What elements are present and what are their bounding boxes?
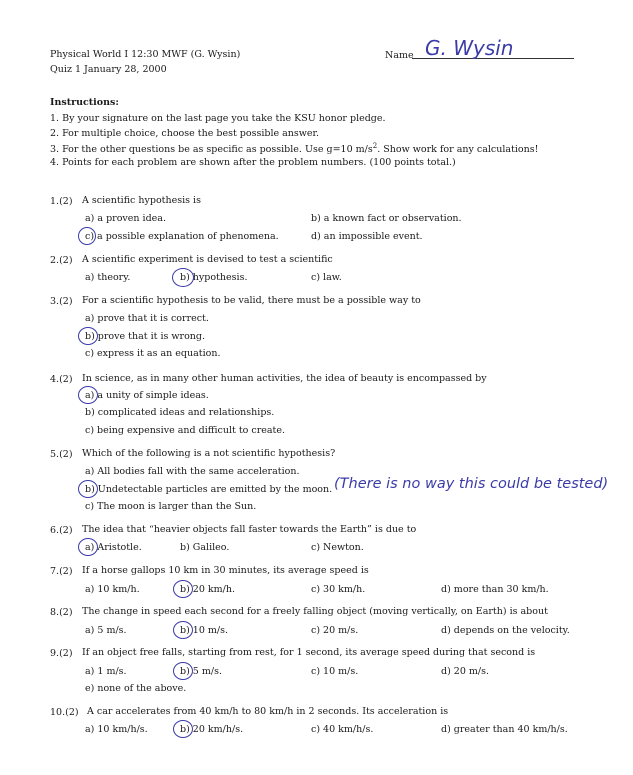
- answer-circle: [173, 621, 193, 639]
- option: b) 20 km/h.: [180, 584, 236, 595]
- question-text: The change in speed each second for a freely falling object (moving vertically, on Earth) is about: [82, 606, 548, 617]
- quiz-date: Quiz 1 January 28, 2000: [50, 64, 167, 75]
- option: c) being expensive and difficult to create.: [85, 425, 286, 436]
- option: a) All bodies fall with the same acceleration.: [85, 466, 300, 477]
- option: c) law.: [311, 272, 342, 283]
- option: c) The moon is larger than the Sun.: [85, 501, 257, 512]
- option: a) 5 m/s.: [85, 625, 127, 636]
- option: a) 10 km/h/s.: [85, 724, 148, 735]
- option: a) theory.: [85, 272, 131, 283]
- answer-circle: [173, 662, 193, 680]
- option: b) 5 m/s.: [180, 666, 222, 677]
- option: c) 10 m/s.: [311, 666, 359, 677]
- instruction-4: 4. Points for each problem are shown after the problem numbers. (100 points total.): [50, 157, 456, 168]
- question-text: The idea that “heavier objects fall faster towards the Earth” is due to: [82, 524, 417, 535]
- answer-circle: [173, 580, 193, 598]
- question-number: 6.(2): [50, 525, 73, 536]
- option: a) 1 m/s.: [85, 666, 127, 677]
- handwritten-note: (There is no way this could be tested): [334, 476, 609, 492]
- question-text: A scientific experiment is devised to test a scientific: [82, 254, 333, 265]
- option: c) 20 m/s.: [311, 625, 359, 636]
- question-number: 3.(2): [50, 296, 73, 307]
- option: a) a unity of simple ideas.: [85, 390, 209, 401]
- option: e) none of the above.: [85, 683, 187, 694]
- question-number: 7.(2): [50, 566, 73, 577]
- option: a) a proven idea.: [85, 213, 166, 224]
- option: b) 20 km/h/s.: [180, 724, 244, 735]
- option: d) 20 m/s.: [441, 666, 490, 677]
- question-text: A scientific hypothesis is: [82, 195, 201, 206]
- option: b) Galileo.: [180, 542, 230, 553]
- option: d) greater than 40 km/h/s.: [441, 724, 568, 735]
- option: b) 10 m/s.: [180, 625, 229, 636]
- option: a) Aristotle.: [85, 542, 142, 553]
- option: b) a known fact or observation.: [311, 213, 462, 224]
- question-text: If a horse gallops 10 km in 30 minutes, its average speed is: [82, 565, 369, 576]
- instruction-3: 3. For the other questions be as specific as possible. Use g=10 $m/s^2$. Show work for any calculations!: [50, 142, 539, 156]
- answer-circle: [78, 480, 98, 498]
- question-number: 2.(2): [50, 255, 73, 266]
- question-text: In science, as in many other human activities, the idea of beauty is encompassed by: [82, 373, 487, 384]
- answer-circle: [78, 538, 98, 556]
- option: c) Newton.: [311, 542, 364, 553]
- instruction-2: 2. For multiple choice, choose the best possible answer.: [50, 128, 320, 139]
- instructions-title: Instructions:: [50, 97, 119, 108]
- option: d) an impossible event.: [311, 231, 423, 242]
- instruction-1: 1. By your signature on the last page you take the KSU honor pledge.: [50, 113, 386, 124]
- question-number: 9.(2): [50, 648, 73, 659]
- name-label: Name: [385, 50, 414, 61]
- question-number: 1.(2): [50, 196, 73, 207]
- option: d) more than 30 km/h.: [441, 584, 549, 595]
- question-number: 5.(2): [50, 449, 73, 460]
- question-number: 4.(2): [50, 374, 73, 385]
- question-text: A car accelerates from 40 km/h to 80 km/h in 2 seconds. Its acceleration is: [87, 706, 449, 717]
- course-title: Physical World I 12:30 MWF (G. Wysin): [50, 49, 241, 60]
- answer-circle: [172, 268, 194, 287]
- option: b) Undetectable particles are emitted by the moon.: [85, 484, 333, 495]
- option: c) a possible explanation of phenomena.: [85, 231, 279, 242]
- question-text: Which of the following is a not scientific hypothesis?: [82, 448, 336, 459]
- name-signature: G. Wysin: [425, 36, 514, 60]
- option: d) depends on the velocity.: [441, 625, 570, 636]
- option: b) complicated ideas and relationships.: [85, 407, 275, 418]
- answer-circle: [78, 227, 96, 245]
- option: c) 40 km/h/s.: [311, 724, 374, 735]
- answer-circle: [173, 720, 193, 738]
- answer-circle: [78, 386, 98, 404]
- option: c) express it as an equation.: [85, 348, 221, 359]
- question-number: 8.(2): [50, 607, 73, 618]
- question-number: 10.(2): [50, 707, 79, 718]
- question-text: For a scientific hypothesis to be valid, there must be a possible way to: [82, 295, 421, 306]
- question-text: If an object free falls, starting from rest, for 1 second, its average speed during that second is: [82, 647, 536, 658]
- option: c) 30 km/h.: [311, 584, 366, 595]
- option: a) 10 km/h.: [85, 584, 140, 595]
- option: b) hypothesis.: [180, 272, 248, 283]
- option: b) prove that it is wrong.: [85, 331, 206, 342]
- option: a) prove that it is correct.: [85, 313, 209, 324]
- answer-circle: [78, 327, 98, 345]
